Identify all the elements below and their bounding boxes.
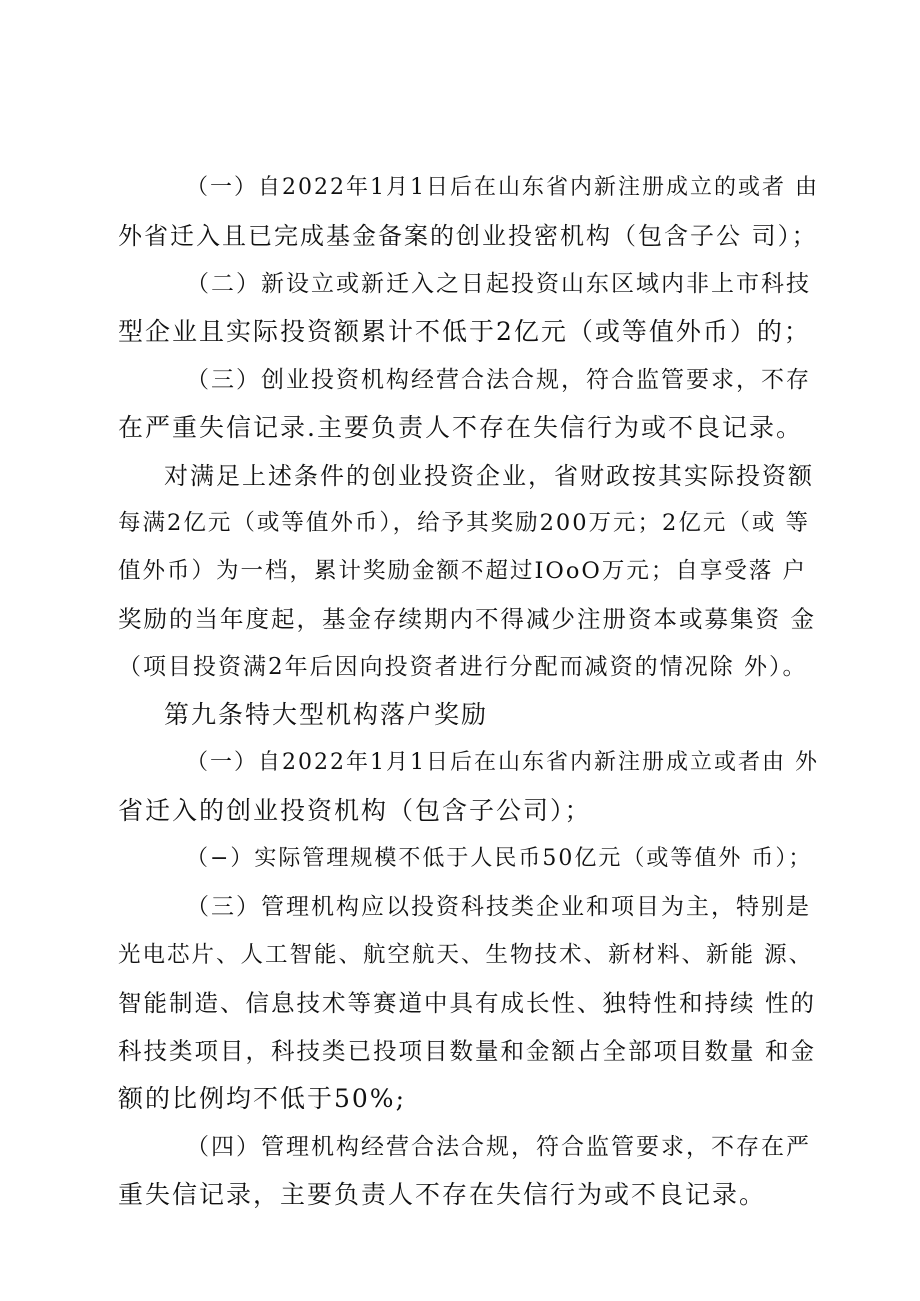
section-heading: 第九条特大型机构落户奖励 (164, 700, 489, 729)
text-line: （三）创业投资机构经营合法合规，符合监管要求，不存 (186, 367, 811, 393)
text-line: （三）管理机构应以投资科技类企业和项目为主，特别是 (186, 894, 811, 920)
text-line: 光电芯片、人工智能、航空航天、生物技术、新材料、新能 源、 (118, 942, 814, 968)
text-line: 额的比例均不低于50%; (118, 1084, 406, 1113)
text-line: （项目投资满2年后因向投资者进行分配而减资的情况除 外）。 (118, 654, 808, 680)
text-line: 在严重失信记录.主要负责人不存在失信行为或不良记录。 (118, 413, 803, 442)
text-line: 值外币）为一档，累计奖励金额不超过IOoO万元；自享受落 户 (118, 558, 807, 584)
text-line: 外省迁入且已完成基金备案的创业投密机构（包含子公 司）； (118, 222, 818, 250)
text-line: 省迁入的创业投资机构（包含子公司）； (118, 796, 592, 825)
text-line: 科技类项目，科技类已投项目数量和金额占全部项目数量 和金 (118, 1037, 816, 1065)
text-line: 重失信记录，主要负责人不存在失信行为或不良记录。 (118, 1180, 767, 1209)
text-line: 智能制造、信息技术等赛道中具有成长性、独特性和持续 性的 (118, 989, 816, 1017)
text-line: （一）自2022年1月1日后在山东省内新注册成立的或者 由 (186, 175, 819, 200)
text-line: （二）新设立或新迁入之日起投资山东区域内非上市科技 (186, 271, 811, 297)
text-line: （一）自2022年1月1日后在山东省内新注册成立或者由 外 (186, 750, 819, 775)
text-line: 每满2亿元（或等值外币），给予其奖励200万元；2亿元（或 等 (118, 510, 810, 536)
text-line: （−）实际管理规模不低于人民币50亿元（或等值外 币）； (186, 846, 813, 871)
text-line: 奖励的当年度起，基金存续期内不得减少注册资本或募集资 金 (118, 605, 816, 633)
text-line: 对满足上述条件的创业投资企业，省财政按其实际投资额 (164, 462, 814, 490)
text-line: 型企业且实际投资额累计不低于2亿元（或等值外币）的； (118, 317, 811, 346)
text-line: （四）管理机构经营合法合规，符合监管要求，不存在严 (186, 1134, 811, 1160)
